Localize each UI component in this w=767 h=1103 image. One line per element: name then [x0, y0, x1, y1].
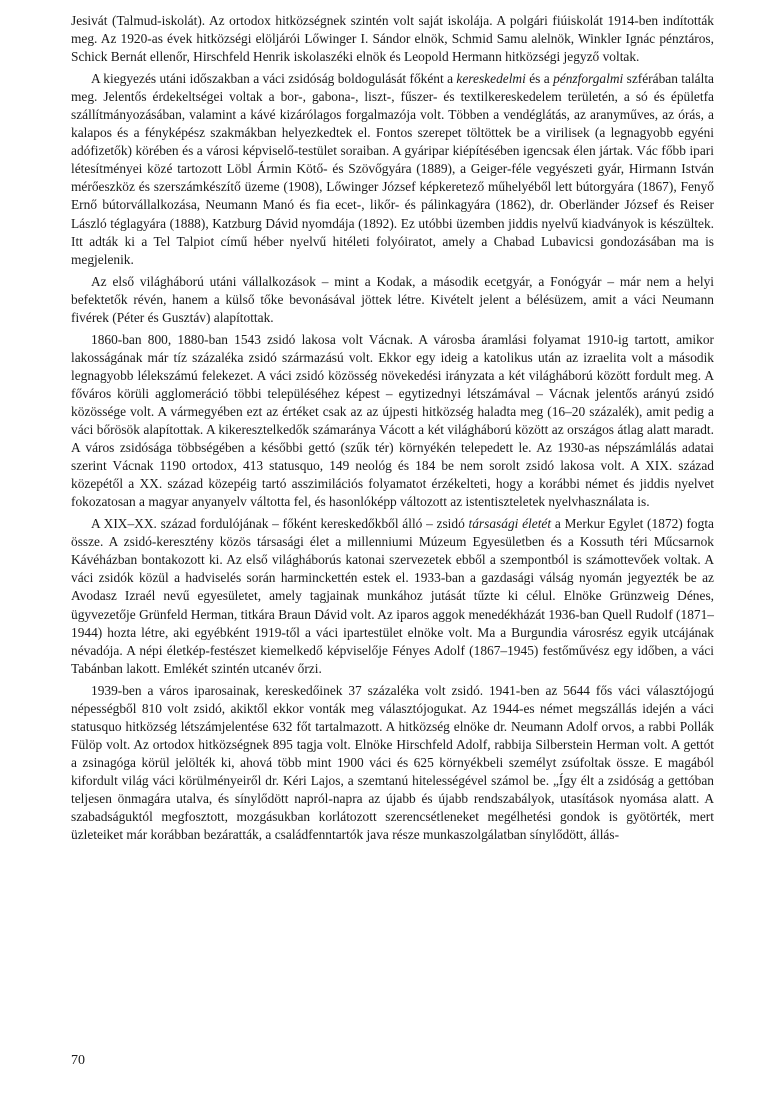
paragraph-5	[71, 515, 714, 677]
text-run: A XIX–XX. század fordulójának – főként kereskedőkből álló – zsidó	[91, 516, 469, 532]
text-run: 1939-ben a város iparosainak, kereskedőinek 37 százaléka volt zsidó. 1941-ben az 5644 fős váci választójogú népességből 810 volt zsidó, akiktől ekkor vonták meg választójogukat. Az 1944-es német megszállás idején a váci statusquo hitközség létszámjelentése 632 főt tartalmazott. A hitközség elnöke dr. Neumann Adolf orvos, a rabbi Pollák Fülöp volt. Az ortodox hitközségnek 895 tagja volt. Elnöke Hirschfeld Adolf, rabbija Silberstein Herman volt. A gettót a zsinagóga körül jelölték ki, ahová több mint 1900 váci és 625 környékbeli személyt zsúfoltak össze. E magából kifordult világ váci körülményeiről dr. Kéri Lajos, a szemtanú hitelességével számol be. „Így élt a zsidóság a gettóban teljesen önmagára utalva, és sínylődött napról-napra az újabb és újabb rendszabályok, utasítások nyomása alatt. A szabadságuktól megfosztott, mozgásukban korlátozott szerencsétleneket megélhetési gondok is gyötörték, mert üzleteiket már korábban bezáratták, a családfenntartók java része munkaszolgálatban sínylődött, állás-	[71, 682, 714, 843]
text-run: és a	[525, 71, 554, 87]
text-run: Jesivát (Talmud-iskolát). Az ortodox hitközségnek szintén volt saját iskolája. A polgári fiúiskolát 1914-ben indították meg. Az 1920-as évek hitközségi elöljárói Lőwinger I. Sándor elnök, Schmid Samu alelnök, Winkler Ignác pénztáros, Schick Bernát ellenőr, Hirschfeld Henrik iskolaszéki elnök és Leopold Hermann hitközségi jegyző voltak.	[71, 13, 714, 65]
page-body	[71, 12, 714, 848]
paragraph-6	[71, 682, 714, 844]
text-run: Az első világháború utáni vállalkozások – mint a Kodak, a második ecetgyár, a Fonógyár – már nem a helyi befektetők révén, hanem a külső tőke bevonásával jöttek létre. Kivételt jelent a bélésüzem, amit a váci Neumann fivérek (Péter és Gusztáv) alapítottak.	[71, 273, 714, 325]
emphasized-text: kereskedelmi	[456, 71, 526, 87]
text-run: 1860-ban 800, 1880-ban 1543 zsidó lakosa volt Vácnak. A városba áramlási folyamat 1910-ig tartott, amikor lakosságának már tíz százaléka zsidó származású volt. Ekkor egy ideig a katolikus után az izraelita volt a második legnagyobb lélekszámú felekezet. A váci zsidó közösség növekedési irányzata a két világháború között fordult meg. A főváros körüli agglomeráció többi településéhez képest – egytizednyi létszámával – Vácnak jelentős arányú zsidó közössége volt. A vármegyében ezt az értéket csak az az újpesti hitközség haladta meg (16–20 százalék), amit pedig a váci bőrösök alapítottak. A kikeresztelkedők számaránya Vácott a két világháború között az országos átlag alatt maradt. A város zsidósága többségében a későbbi gettó (szűk tér) környékén telepedett le. Az 1930-as népszámlálás adatai szerint Vácnak 1190 ortodox, 413 statusquo, 149 neológ és 184 be nem sorolt zsidó lakosa volt. A XIX. század közepétől a XX. század közepéig tartó asszimilációs folyamatot érzékelteti, hogy a korábbi német és jiddis nyelvet fokozatosan a magyar anyanyelv váltotta fel, és hasonlóképp változott az istentiszteletek nyelvhasználata is.	[71, 331, 714, 510]
text-column	[71, 12, 714, 844]
page-number: 70	[71, 1053, 85, 1068]
paragraph-4	[71, 331, 714, 511]
text-run: szférában találta meg. Jelentős érdekeltségei voltak a bor-, gabona-, liszt-, fűszer- és textilkereskedelem területén, a só és épületfa szállítmányozásában, valamint a kávé kizárólagos forgalmazója volt. Többen a vendéglátás, az aranyműves, az órás, a kalapos és a fényképész szakmákban helyezkedtek el. Fontos szerepet töltöttek be a virilisek (a legnagyobb egyéni adófizetők) körében és a városi képviselő-testület soraiban. A gyáripar kiépítésében igencsak élen jártak. Vác főbb ipari létesítményei közé tartozott Löbl Ármin Kötő- és Szövőgyára (1889), a Geiger-féle vegyészeti gyár, Hirmann István mérőeszköz és szerszámkészítő üzeme (1908), Lőwinger József képkeretező műhelyéből lett bútorgyára (1867), Fenyő Ernő bútorvállalkozása, Neumann Manó és fia ecet-, likőr- és pálinkagyára (1862), dr. Oberländer József és Reiser László téglagyára (1888), Katzburg Dávid nyomdája (1892). Ez utóbbi üzemben jiddis nyelvű kiadványok is készültek. Itt adták ki a Tel Talpiot című héber nyelvű hitéleti folyóiratot, amely a Chabad Lubavicsi gondozásában ma is megjelenik.	[71, 71, 715, 267]
paragraph-1	[71, 12, 714, 66]
emphasized-text: pénzforgalmi	[553, 71, 624, 87]
paragraph-3	[71, 273, 714, 327]
text-run: A kiegyezés utáni időszakban a váci zsidóság boldogulását főként a	[91, 71, 457, 87]
paragraph-2	[71, 70, 714, 269]
text-run: a Merkur Egylet (1872) fogta össze. A zsidó-keresztény közös társasági élet a millenniumi Múzeum Egyesületben és a Kossuth téri Műcsarnok Kávéházban bontakozott ki. Az első világháborús katonai szervezetek ebből a szempontból is számottevőek voltak. A váci zsidók közül a hadviselés során harminckettén estek el. 1933-ban a gazdasági válság nyomán jegyezték be az Avodasz Izraél nevű egyesületet, amely tagjainak munkához jutását tűzte ki célul. Elnöke Grünzweig Dénes, ügyvezetője Grünfeld Herman, titkára Braun Dávid volt. Az iparos aggok menedékházát 1936-ban Quell Rudolf (1871–1944) hozta létre, aki egyébként 1919-től a váci ipartestület elnöke volt. Ma a Burgundia városrész egyik utcájának névadója. A népi életkép-festészet kiemelkedő képviselője Fényes Adolf (1867–1945) festőművész egy időben, a váci Tabánban lakott. Emlékét szintén utcanév őrzi.	[71, 516, 714, 676]
emphasized-text: társasági életét	[468, 516, 552, 532]
